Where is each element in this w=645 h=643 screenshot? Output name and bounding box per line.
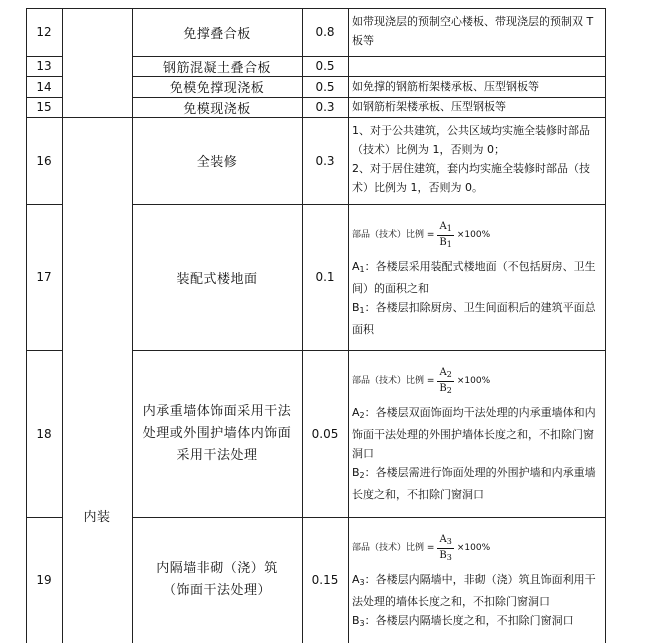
item-name: 全装修 bbox=[196, 155, 238, 170]
item-name: 内隔墙非砌（浇）筑（饰面干法处理） bbox=[156, 561, 278, 598]
row-number: 16 bbox=[36, 153, 52, 168]
fraction: $\frac{A_3}{B_3}$ bbox=[439, 534, 452, 562]
item-name: 免撑叠合板 bbox=[183, 26, 251, 42]
definition-b: $B_3$：各楼层内隔墙长度之和，不扣除门窗洞口 bbox=[352, 614, 574, 628]
item-name: 免模免撑现浇板 bbox=[169, 81, 265, 96]
note-line: 1、对于公共建筑，公共区域均实施全装修时部品（技术）比例为 1，否则为 0； bbox=[352, 124, 590, 156]
row-number: 13 bbox=[36, 59, 52, 73]
note-cell bbox=[348, 350, 605, 517]
score-value: 0.5 bbox=[315, 59, 335, 73]
row-number: 18 bbox=[36, 426, 52, 441]
note-cell: 如带现浇层的预制空心楼板、带现浇层的预制双 T 板等 bbox=[352, 15, 594, 47]
item-name: 装配式楼地面 bbox=[176, 271, 258, 287]
note-cell bbox=[348, 56, 605, 76]
ratio-formula: 部品（技术）比例 = $\frac{A_3}{B_3}$ ×100% bbox=[352, 534, 491, 562]
score-value: 0.15 bbox=[311, 573, 339, 587]
ratio-formula: 部品（技术）比例 = $\frac{A_2}{B_2}$ ×100% bbox=[352, 367, 491, 395]
score-value: 0.1 bbox=[315, 270, 335, 284]
row-number: 15 bbox=[36, 100, 52, 114]
category-label: 内装 bbox=[83, 510, 111, 525]
note-cell: 如免撑的钢筋桁架楼承板、压型钢板等 bbox=[352, 80, 539, 93]
score-value: 0.3 bbox=[315, 153, 335, 168]
note-cell: 如钢筋桁架楼承板、压型钢板等 bbox=[352, 100, 506, 113]
item-name: 内承重墙体饰面采用干法处理或外围护墙体内饰面采用干法处理 bbox=[142, 403, 292, 463]
score-value: 0.3 bbox=[315, 100, 335, 114]
definition-a: $A_3$：各楼层内隔墙中，非砌（浇）筑且饰面利用干法处理的墙体长度之和，不扣除门窗洞口 bbox=[352, 573, 596, 608]
score-value: 0.5 bbox=[315, 79, 335, 94]
fraction: $\frac{A_2}{B_2}$ bbox=[439, 367, 452, 395]
category-cell bbox=[62, 8, 132, 643]
item-name: 免模现浇板 bbox=[183, 101, 251, 117]
row-number: 12 bbox=[36, 25, 52, 39]
note-line: 2、对于居住建筑，套内均实施全装修时部品（技术）比例为 1，否则为 0。 bbox=[352, 162, 590, 194]
item-name: 钢筋混凝土叠合板 bbox=[162, 60, 271, 76]
definition-a: $A_2$：各楼层双面饰面均干法处理的内承重墙体和内饰面干法处理的外围护墙体长度之和，不扣除门窗洞口 bbox=[352, 406, 596, 460]
row-number: 14 bbox=[36, 79, 52, 94]
note-cell bbox=[348, 204, 605, 350]
score-value: 0.05 bbox=[311, 426, 339, 441]
fraction: $\frac{A_1}{B_1}$ bbox=[439, 221, 452, 249]
score-value: 0.8 bbox=[315, 25, 335, 39]
note-cell bbox=[348, 117, 605, 204]
definition-b: $B_1$：各楼层扣除厨房、卫生间面积后的建筑平面总面积 bbox=[352, 301, 596, 336]
table-border-right bbox=[605, 8, 606, 643]
row-number: 19 bbox=[36, 573, 52, 587]
ratio-formula: 部品（技术）比例 = $\frac{A_1}{B_1}$ ×100% bbox=[352, 221, 491, 249]
definition-b: $B_2$：各楼层需进行饰面处理的外围护墙和内承重墙长度之和，不扣除门窗洞口 bbox=[352, 466, 596, 501]
definition-a: $A_1$：各楼层采用装配式楼地面（不包括厨房、卫生间）的面积之和 bbox=[352, 260, 596, 295]
note-cell bbox=[348, 517, 605, 643]
row-number: 17 bbox=[36, 270, 52, 284]
